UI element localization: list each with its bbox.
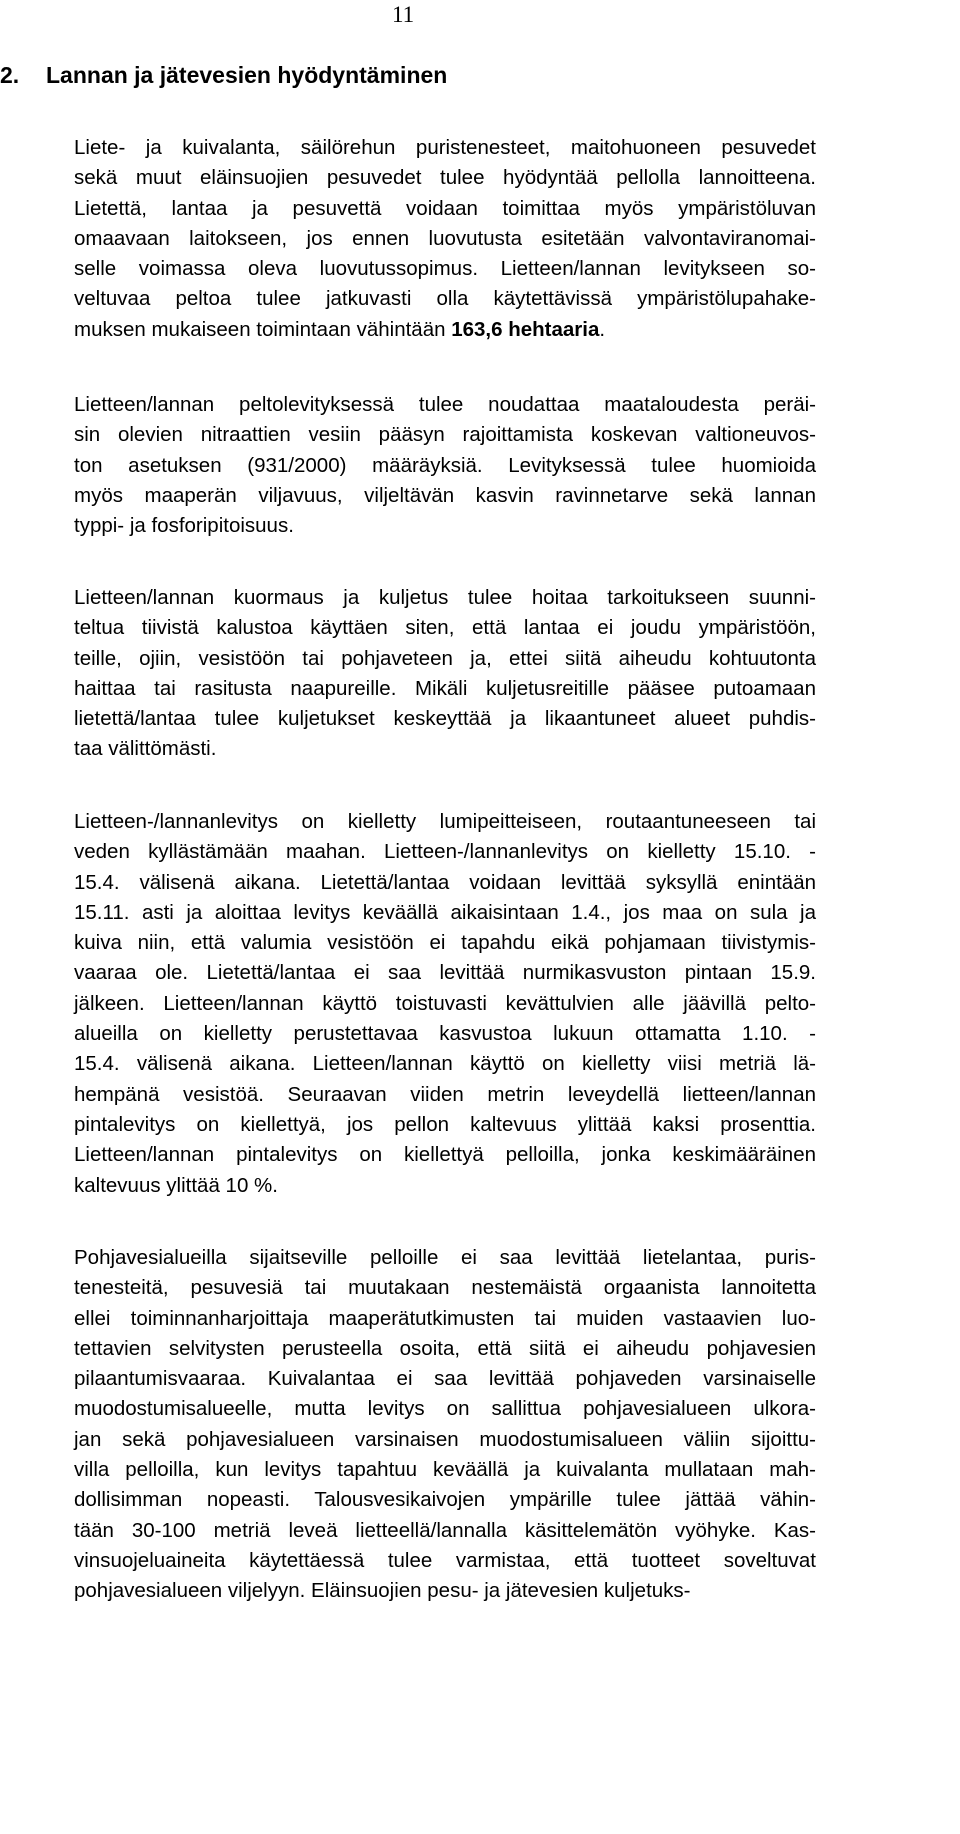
- text-line: Lietteen/lannan peltolevityksessä tulee noudattaa maataloudesta peräi-: [74, 393, 816, 416]
- paragraph-groundwater-areas: [74, 1243, 816, 1607]
- page-number: 11: [392, 2, 415, 27]
- text-end: .: [599, 317, 606, 341]
- text-line: villa pelloilla, kun levitys tapahtuu keväällä ja kuivalanta mullataan mah-: [74, 1458, 816, 1482]
- text-line: 15.4. välisenä aikana. Lietteen/lannan käyttö on kielletty viisi metriä lä-: [74, 1052, 816, 1076]
- text-line: Lietteen/lannan pintalevitys on kiellettyä pelloilla, jonka keskimääräinen: [74, 1143, 816, 1167]
- text-line: sekä muut eläinsuojien pesuvedet tulee hyödyntää pellolla lannoitteena.: [74, 166, 816, 190]
- text-line: lietettä/lantaa tulee kuljetukset keskeyttää ja likaantuneet alueet puhdis-: [74, 707, 816, 731]
- text-line: pilaantumisvaaraa. Kuivalantaa ei saa levittää pohjaveden varsinaiselle: [74, 1367, 816, 1391]
- text-line: muodostumisalueelle, mutta levitys on sallittua pohjavesialueen ulkora-: [74, 1397, 816, 1421]
- text-line: jälkeen. Lietteen/lannan käyttö toistuvasti kevättulvien alle jäävillä pelto-: [74, 991, 816, 1015]
- text-line: dollisimman nopeasti. Talousvesikaivojen ympärille tulee jättää vähin-: [74, 1488, 816, 1512]
- text-line: omaavaan laitokseen, jos ennen luovutusta esitetään valvontaviranomai-: [74, 226, 816, 250]
- text-line: selle voimassa oleva luovutussopimus. Lietteen/lannan levitykseen so-: [74, 257, 816, 281]
- text-line: sin olevien nitraattien vesiin pääsyn rajoittamista koskevan valtioneuvos-: [74, 423, 816, 447]
- text-line: muksen mukaiseen toimintaan vähintään 163,6 hehtaaria.: [74, 317, 606, 341]
- text-line: pohjavesialueen viljelyyn. Eläinsuojien pesu- ja jätevesien kuljetuks-: [74, 1579, 691, 1603]
- text-line: myös maaperän viljavuus, viljeltävän kasvin ravinnetarve sekä lannan: [74, 483, 816, 507]
- text-line: alueilla on kielletty perustettavaa kasvustoa lukuun ottamatta 1.10. -: [74, 1022, 816, 1046]
- paragraph-transport: [74, 583, 816, 765]
- paragraph-manure-utilization: [74, 133, 816, 345]
- section-number: 2.: [0, 62, 20, 88]
- text-line: haittaa tai rasitusta naapureille. Mikäli kuljetusreitille pääsee putoamaan: [74, 676, 816, 700]
- text-line: kuiva niin, että valumia vesistöön ei tapahdu eikä pohjamaan tiivistymis-: [74, 931, 816, 955]
- text-line: 15.11. asti ja aloittaa levitys keväällä aikaisintaan 1.4., jos maa on sula ja: [74, 900, 816, 924]
- text-line: Liete- ja kuivalanta, säilörehun puristenesteet, maitohuoneen pesuvedet: [74, 136, 816, 159]
- text-line: pintalevitys on kiellettyä, jos pellon kaltevuus ylittää kaksi prosenttia.: [74, 1112, 816, 1136]
- text-line: ellei toiminnanharjoittaja maaperätutkimusten tai muiden vastaavien luo-: [74, 1306, 816, 1330]
- text-line: typpi- ja fosforipitoisuus.: [74, 514, 294, 538]
- text-line: tettavien selvitysten perusteella osoita, että siitä ei aiheudu pohjavesien: [74, 1336, 816, 1360]
- text-line: Lietteen/lannan kuormaus ja kuljetus tulee hoitaa tarkoitukseen suunni-: [74, 586, 816, 609]
- section-title: Lannan ja jätevesien hyödyntäminen: [46, 62, 448, 88]
- text-line: Pohjavesialueilla sijaitseville pelloille ei saa levittää lietelantaa, puris-: [74, 1246, 816, 1269]
- text-line: ton asetuksen (931/2000) määräyksiä. Levityksessä tulee huomioida: [74, 453, 816, 477]
- text-line: Lietteen-/lannanlevitys on kielletty lumipeitteiseen, routaantuneeseen tai: [74, 810, 816, 833]
- text-line: veden kyllästämään maahan. Lietteen-/lannanlevitys on kielletty 15.10. -: [74, 840, 816, 864]
- text-line: taa välittömästi.: [74, 737, 217, 761]
- text-line: kaltevuus ylittää 10 %.: [74, 1173, 278, 1197]
- bold-hectares: 163,6 hehtaaria: [451, 317, 600, 341]
- paragraph-spreading-restrictions: [74, 807, 816, 1201]
- text-line: teltua tiivistä kalustoa käyttäen siten, että lantaa ei joudu ympäristöön,: [74, 616, 816, 640]
- text-line: Lietettä, lantaa ja pesuvettä voidaan toimittaa myös ympäristöluvan: [74, 196, 816, 220]
- text-line: teille, ojiin, vesistöön tai pohjaveteen ja, ettei siitä aiheudu kohtuutonta: [74, 646, 816, 670]
- text-line: veltuvaa peltoa tulee jatkuvasti olla käytettävissä ympäristölupahake-: [74, 287, 816, 311]
- text-line: tään 30-100 metriä leveä lietteellä/lannalla käsittelemätön vyöhyke. Kas-: [74, 1518, 816, 1542]
- paragraph-nitrate-regulations: [74, 390, 816, 541]
- text-line: jan sekä pohjavesialueen varsinaisen muodostumisalueen väliin sijoittu-: [74, 1427, 816, 1451]
- text-line: tenesteitä, pesuvesiä tai muutakaan nestemäistä orgaanista lannoitetta: [74, 1276, 816, 1300]
- text-line: 15.4. välisenä aikana. Lietettä/lantaa voidaan levittää syksyllä enintään: [74, 870, 816, 894]
- text-line: hempänä vesistöä. Seuraavan viiden metrin leveydellä lietteen/lannan: [74, 1082, 816, 1106]
- text-line: vinsuojeluaineita käytettäessä tulee varmistaa, että tuotteet soveltuvat: [74, 1548, 816, 1572]
- text-line: vaaraa ole. Lietettä/lantaa ei saa levittää nurmikasvuston pintaan 15.9.: [74, 961, 816, 985]
